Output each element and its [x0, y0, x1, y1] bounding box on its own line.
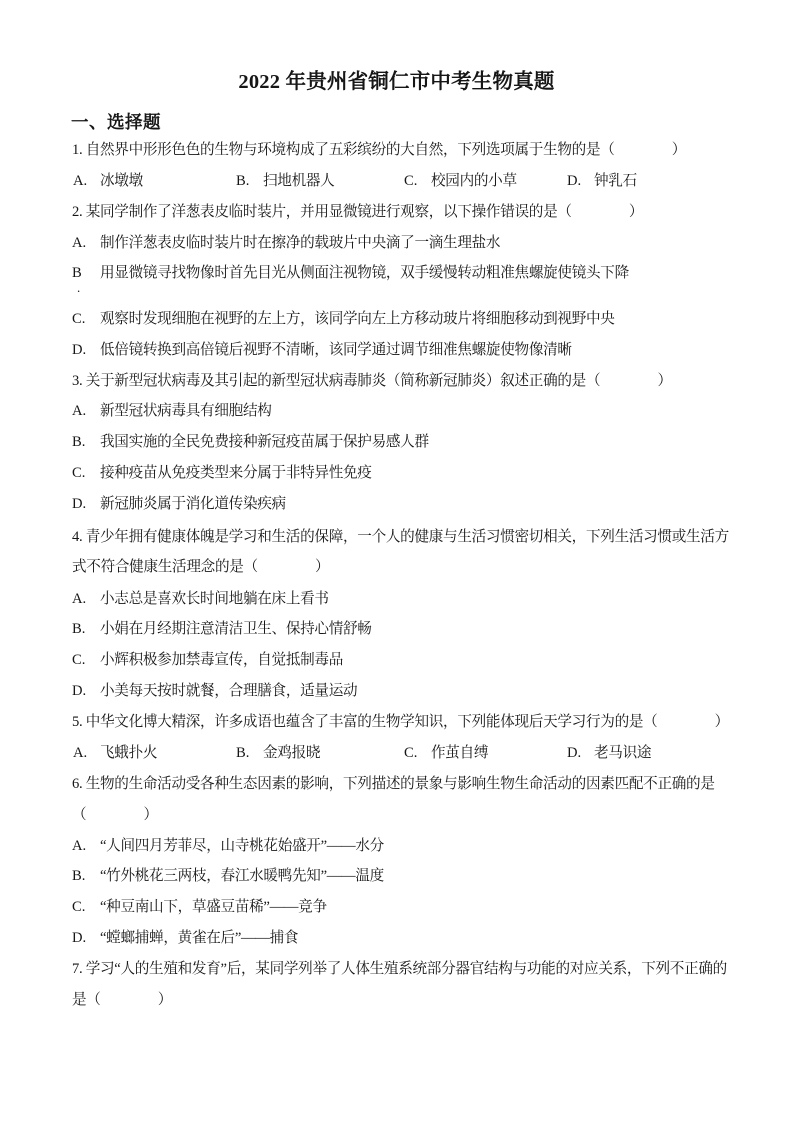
- q2-option-c: [72, 309, 615, 329]
- q6-option-b-label: B.: [72, 868, 86, 884]
- q1-stem: 1. 自然界中形形色色的生物与环境构成了五彩缤纷的大自然，下列选项属于生物的是（ ）: [72, 142, 687, 158]
- q5-option-c-text: 作茧自缚: [431, 745, 489, 761]
- q1-options-row: [0, 171, 793, 191]
- q6-option-c-label: C.: [72, 899, 86, 915]
- q4-option-a-text: 小志总是喜欢长时间地躺在床上看书: [100, 591, 329, 607]
- q6-option-a: [72, 836, 384, 856]
- q3-option-c-label: C.: [72, 465, 86, 481]
- q5-option-a: [73, 743, 157, 763]
- q5-option-d-text: 老马识途: [594, 745, 652, 761]
- q3-option-a-text: 新型冠状病毒具有细胞结构: [100, 403, 272, 419]
- q1-option-d-label: D.: [567, 173, 582, 189]
- q2-option-b-text: 用显微镜寻找物像时首先目光从侧面注视物镜，双手缓慢转动粗准焦螺旋使镜头下降: [100, 265, 629, 281]
- q1-option-b-text: 扫地机器人: [263, 173, 335, 189]
- q1-option-c: [404, 171, 517, 191]
- q1-option-b: [236, 171, 334, 191]
- q5-option-b: [236, 743, 320, 763]
- q3-option-d: [72, 494, 286, 514]
- q4-option-b-label: B.: [72, 621, 86, 637]
- q1-option-c-label: C.: [404, 173, 418, 189]
- q4-option-c-text: 小辉积极参加禁毒宣传，自觉抵制毒品: [100, 652, 343, 668]
- q5-option-c-label: C.: [404, 745, 418, 761]
- q5-option-b-label: B.: [236, 745, 250, 761]
- q1-option-d: [567, 171, 637, 191]
- q6-option-d: [72, 928, 298, 948]
- q2-option-b-label: B: [72, 265, 82, 281]
- q2-option-d: [72, 340, 572, 360]
- q3-option-c: [72, 463, 372, 483]
- q7-stem-line2: 是（ ）: [72, 992, 173, 1008]
- q4-option-d-label: D.: [72, 683, 87, 699]
- q1-option-b-label: B.: [236, 173, 250, 189]
- q2-option-b: [72, 263, 629, 283]
- q6-option-c: [72, 897, 327, 917]
- q1-option-d-text: 钟乳石: [594, 173, 637, 189]
- q4-stem-line1: 4. 青少年拥有健康体魄是学习和生活的保障，一个人的健康与生活习惯密切相关，下列生活习惯或生活方: [72, 529, 729, 545]
- q2-stem: 2. 某同学制作了洋葱表皮临时装片，并用显微镜进行观察，以下操作错误的是（ ）: [72, 204, 644, 220]
- q5-stem: 5. 中华文化博大精深，许多成语也蕴含了丰富的生物学知识，下列能体现后天学习行为的是（ ）: [72, 714, 729, 730]
- q2-option-a-text: 制作洋葱表皮临时装片时在擦净的载玻片中央滴了一滴生理盐水: [100, 235, 501, 251]
- q1-option-c-text: 校园内的小草: [431, 173, 517, 189]
- q3-option-c-text: 接种疫苗从免疫类型来分属于非特异性免疫: [100, 465, 372, 481]
- section-heading: 一、选择题: [71, 112, 161, 132]
- q4-option-d-text: 小美每天按时就餐，合理膳食，适量运动: [100, 683, 358, 699]
- q3-option-d-text: 新冠肺炎属于消化道传染疾病: [100, 496, 286, 512]
- q5-option-b-text: 金鸡报晓: [263, 745, 321, 761]
- q4-option-c: [72, 650, 343, 670]
- q6-option-a-label: A.: [72, 838, 87, 854]
- q4-option-a: [72, 589, 329, 609]
- q3-option-b-text: 我国实施的全民免费接种新冠疫苗属于保护易感人群: [100, 434, 429, 450]
- q1-option-a-label: A.: [73, 173, 88, 189]
- q4-option-a-label: A.: [72, 591, 87, 607]
- q2-option-d-text: 低倍镜转换到高倍镜后视野不清晰，该同学通过调节细准焦螺旋使物像清晰: [100, 342, 572, 358]
- q2-option-c-label: C.: [72, 311, 86, 327]
- q6-option-c-text: “种豆南山下，草盛豆苗稀”——竞争: [100, 899, 327, 915]
- q3-option-d-label: D.: [72, 496, 87, 512]
- q5-options-row: [0, 743, 793, 763]
- q6-option-a-text: “人间四月芳菲尽，山寺桃花始盛开”——水分: [100, 838, 384, 854]
- q6-option-b-text: “竹外桃花三两枝，春江水暖鸭先知”——温度: [100, 868, 384, 884]
- q2-option-a: [72, 233, 500, 253]
- q5-option-d-label: D.: [567, 745, 582, 761]
- q4-option-c-label: C.: [72, 652, 86, 668]
- q3-option-b-label: B.: [72, 434, 86, 450]
- q5-option-a-text: 飞蛾扑火: [100, 745, 158, 761]
- q5-option-d: [567, 743, 651, 763]
- q2-option-d-label: D.: [72, 342, 87, 358]
- q2-option-c-text: 观察时发现细胞在视野的左上方，该同学向左上方移动玻片将细胞移动到视野中央: [100, 311, 615, 327]
- q7-stem-line1: 7. 学习“人的生殖和发育”后，某同学列举了人体生殖系统部分器官结构与功能的对应关系，下列不正确的: [72, 961, 727, 977]
- q1-option-a-text: 冰墩墩: [100, 173, 143, 189]
- q6-option-b: [72, 866, 384, 886]
- q3-option-b: [72, 432, 429, 452]
- q2-option-a-label: A.: [72, 235, 87, 251]
- q6-stem-line1: 6. 生物的生命活动受各种生态因素的影响，下列描述的景象与影响生物生命活动的因素匹配不正确的是: [72, 776, 715, 792]
- q4-stem-line2: 式不符合健康生活理念的是（ ）: [72, 559, 330, 575]
- stray-mark: .: [77, 280, 81, 295]
- exam-title: 2022 年贵州省铜仁市中考生物真题: [238, 71, 555, 93]
- q3-option-a-label: A.: [72, 403, 87, 419]
- q5-option-a-label: A.: [73, 745, 88, 761]
- q6-stem-line2: （ ）: [72, 807, 158, 823]
- q4-option-b: [72, 619, 372, 639]
- q4-option-b-text: 小娟在月经期注意清洁卫生、保持心情舒畅: [100, 621, 372, 637]
- q4-option-d: [72, 681, 357, 701]
- q1-option-a: [73, 171, 143, 191]
- q3-option-a: [72, 401, 272, 421]
- q3-stem: 3. 关于新型冠状病毒及其引起的新型冠状病毒肺炎（简称新冠肺炎）叙述正确的是（ ）: [72, 373, 672, 389]
- q6-option-d-text: “螳螂捕蝉，黄雀在后”——捕食: [100, 930, 299, 946]
- q6-option-d-label: D.: [72, 930, 87, 946]
- q5-option-c: [404, 743, 488, 763]
